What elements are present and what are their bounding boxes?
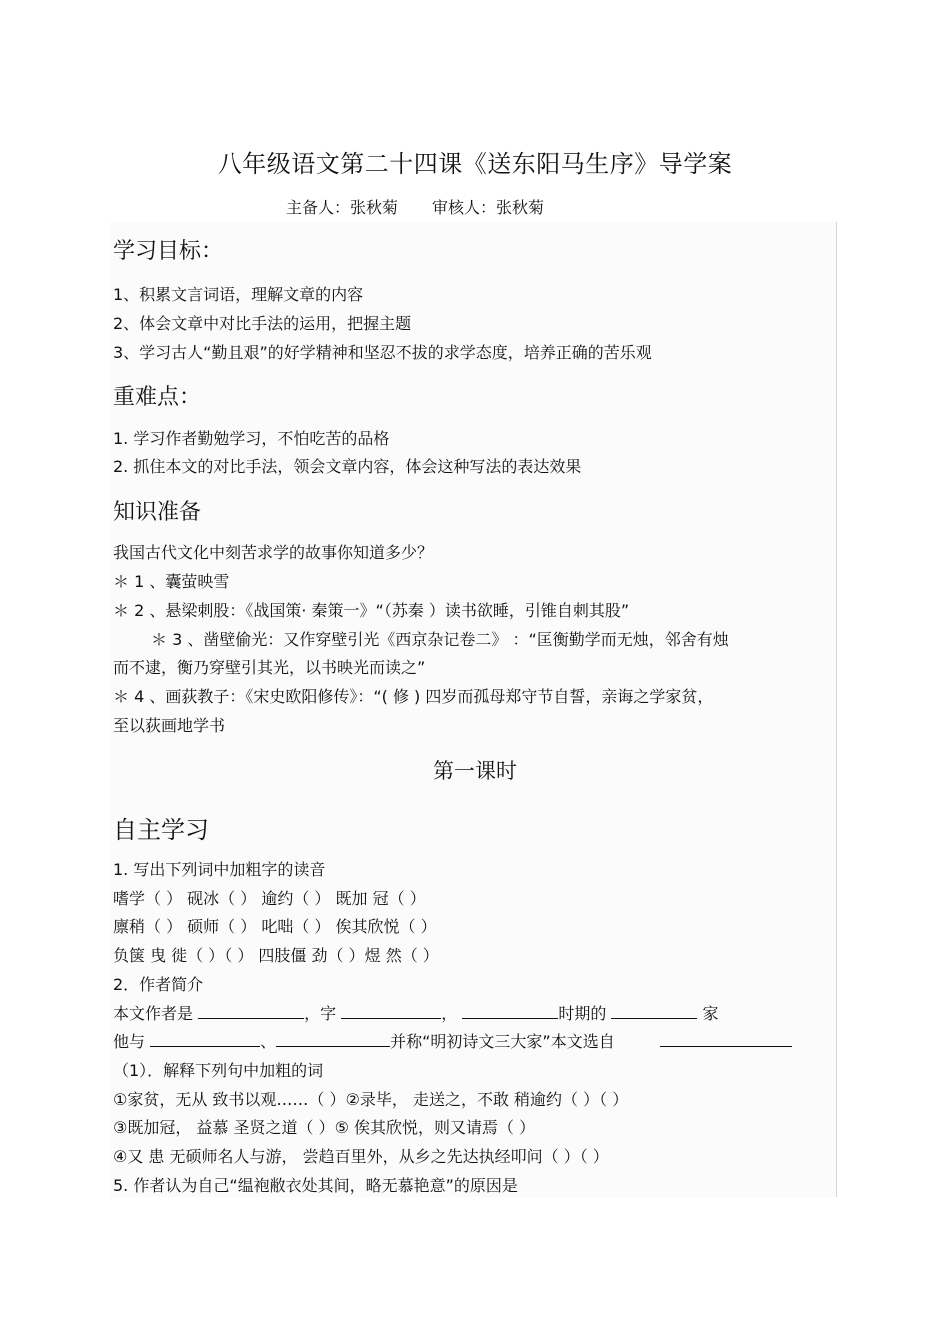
bio-text: ，: [441, 1004, 458, 1023]
knowledge-line: ＊ 3 、凿壁偷光：又作穿壁引光《西京杂记卷二》 ：“匡衡勤学而无烛，邻舍有烛: [151, 630, 729, 649]
blank-peer-1[interactable]: [150, 1030, 260, 1047]
self-study-heading: 自主学习: [113, 816, 209, 844]
question-2: 2．作者简介: [113, 975, 204, 994]
bio-text: 本文作者是: [113, 1004, 194, 1023]
bio-text: 、: [260, 1032, 277, 1051]
bio-text: 家: [702, 1004, 719, 1023]
knowledge-line: ＊ 2 、悬梁刺股：《战国策· 秦策一》“（苏秦 ）读书欲睡，引锥自刺其股”: [113, 601, 630, 620]
bio-text: 时期的: [558, 1004, 607, 1023]
reviewer-text: 审核人：张秋菊: [432, 198, 545, 217]
pronunciation-row: 廪稍（ ） 硕师（ ） 叱咄（ ） 俟其欣悦（ ）: [113, 917, 437, 936]
blank-author[interactable]: [198, 1002, 304, 1019]
preparer-text: 主备人：张秋菊: [286, 198, 399, 217]
explain-line: ①家贫，无从 致书以观……（ ）②录毕， 走送之，不敢 稍逾约（ ）（ ）: [113, 1090, 629, 1109]
knowledge-line: 我国古代文化中刻苦求学的故事你知道多少？: [113, 543, 434, 562]
keypoint-item: 1. 学习作者勤勉学习，不怕吃苦的品格: [113, 429, 390, 448]
goal-item: 1、积累文言词语，理解文章的内容: [113, 285, 364, 304]
knowledge-line: ＊ 1 、囊萤映雪: [113, 572, 230, 591]
blank-source[interactable]: [660, 1030, 792, 1047]
bio-text: ，字: [304, 1004, 337, 1023]
knowledge-heading: 知识准备: [113, 500, 202, 525]
period-title: 第一课时: [433, 759, 517, 783]
blank-era[interactable]: [462, 1002, 558, 1019]
knowledge-line: 至以荻画地学书: [113, 716, 226, 735]
bio-line-2: [113, 1029, 792, 1052]
blank-courtesy-name[interactable]: [341, 1002, 441, 1019]
sub-question-1: （1）．解释下列句中加粗的词: [113, 1061, 324, 1080]
goals-heading: 学习目标：: [113, 239, 224, 264]
bio-text: 并称“明初诗文三大家”本文选自: [390, 1032, 615, 1051]
knowledge-line: ＊ 4 、画荻教子：《宋史欧阳修传》：“( 修 ) 四岁而孤母郑守节自誓，亲诲之学家贫，: [113, 687, 714, 706]
pronunciation-row: 负箧 曳 徙（ ）（ ） 四肢僵 劲（ ）煜 然（ ）: [113, 946, 439, 965]
authors-line: [286, 195, 544, 218]
keypoints-heading: 重难点：: [113, 385, 202, 410]
explain-line: ③既加冠， 益慕 圣贤之道（ ）⑤ 俟其欣悦，则又请焉（ ）: [113, 1118, 536, 1137]
blank-school[interactable]: [611, 1002, 697, 1019]
pronunciation-row: 嗜学（ ） 砚冰（ ） 逾约（ ） 既加 冠（ ）: [113, 889, 426, 908]
bio-line-1: [113, 1001, 719, 1024]
keypoint-item: 2. 抓住本文的对比手法，领会文章内容，体会这种写法的表达效果: [113, 457, 582, 476]
blank-peer-2[interactable]: [276, 1030, 390, 1047]
knowledge-line: 而不逮，衡乃穿壁引其光，以书映光而读之”: [113, 658, 426, 677]
question-1: 1. 写出下列词中加粗字的读音: [113, 860, 326, 879]
bio-text: 他与: [113, 1032, 146, 1051]
question-5: 5. 作者认为自己“缊袍敝衣处其间，略无慕艳意”的原因是: [113, 1176, 518, 1195]
page-title: 八年级语文第二十四课《送东阳马生序》导学案: [217, 150, 733, 178]
explain-line: ④又 患 无硕师名人与游， 尝趋百里外，从乡之先达执经叩问（ ）（ ）: [113, 1147, 609, 1166]
goal-item: 2、体会文章中对比手法的运用，把握主题: [113, 314, 412, 333]
goal-item: 3、学习古人“勤且艰”的好学精神和坚忍不拔的求学态度，培养正确的苦乐观: [113, 343, 652, 362]
